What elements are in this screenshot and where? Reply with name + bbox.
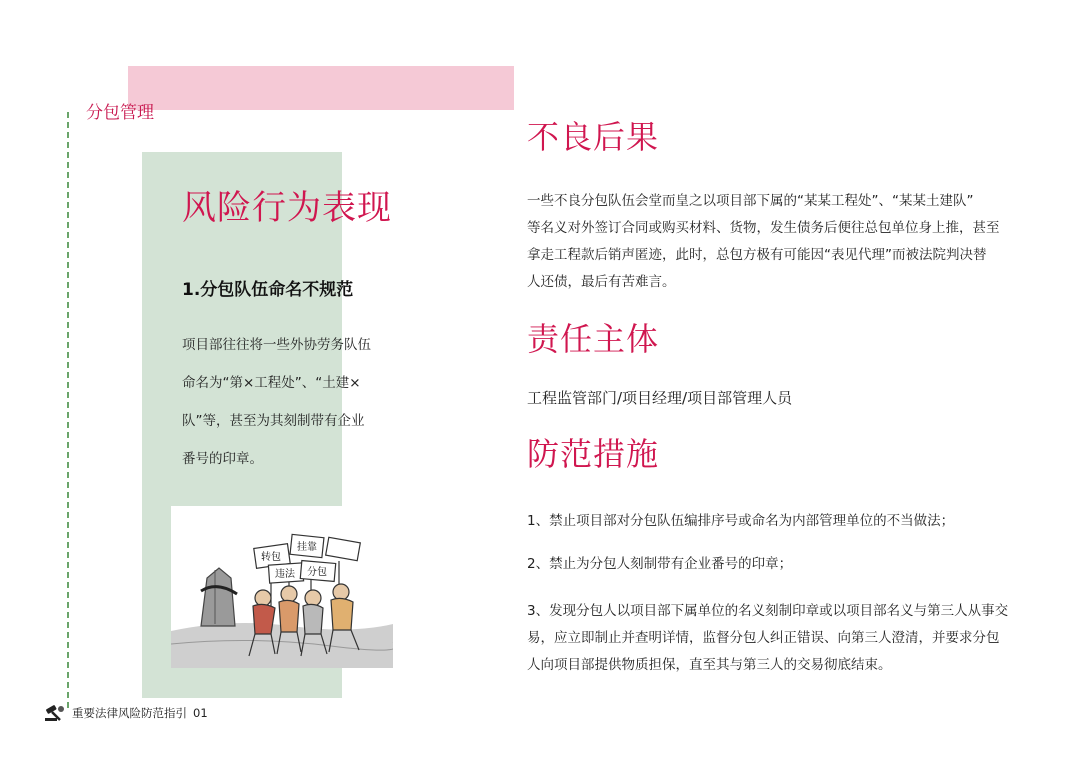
footer-text: 重要法律风险防范指引 xyxy=(72,706,187,720)
risk-behavior-body xyxy=(182,326,388,478)
measure-item: 1、禁止项目部对分包队伍编排序号或命名为内部管理单位的不当做法； xyxy=(527,513,955,529)
responsible-title: 责任主体 xyxy=(527,320,660,358)
consequences-title: 不良后果 xyxy=(527,118,660,156)
sign-label: 转包 xyxy=(261,552,281,563)
page-number: 01 xyxy=(193,706,208,720)
sign-label: 违法 xyxy=(275,569,295,580)
body-line: 易，应立即制止并查明详情，监督分包人纠正错误、向第三人澄清，并要求分包 xyxy=(527,630,1000,646)
measure-item: 2、禁止为分包人刻制带有企业番号的印章； xyxy=(527,556,793,572)
body-line: 命名为“第×工程处”、“土建× xyxy=(182,375,361,391)
sign-label: 分包 xyxy=(307,567,327,578)
body-line: 人向项目部提供物质担保，直至其与第三人的交易彻底结束。 xyxy=(527,657,892,673)
measure-item xyxy=(527,598,1007,679)
body-line: 等名义对外签订合同或购买材料、货物，发生债务后便往总包单位身上推，甚至 xyxy=(527,220,1000,236)
body-line: 人还债，最后有苦难言。 xyxy=(527,274,676,290)
section-tag: 分包管理 xyxy=(86,103,154,123)
risk-behavior-subtitle: 1.分包队伍命名不规范 xyxy=(182,280,354,300)
body-line: 拿走工程款后销声匿迹，此时，总包方极有可能因“表见代理”而被法院判决替 xyxy=(527,247,987,263)
risk-behavior-title: 风险行为表现 xyxy=(182,188,392,228)
body-line: 队”等，甚至为其刻制带有企业 xyxy=(182,413,365,429)
body-line: 3、发现分包人以项目部下属单位的名义刻制印章或以项目部名义与第三人从事交 xyxy=(527,603,1009,619)
page-footer xyxy=(44,703,208,723)
sign-label: 挂靠 xyxy=(297,542,317,553)
body-line: 番号的印章。 xyxy=(182,451,263,467)
consequences-body xyxy=(527,188,1007,296)
illustration-drawing xyxy=(171,506,393,668)
body-line: 一些不良分包队伍会堂而皇之以项目部下属的“某某工程处”、“某某土建队” xyxy=(527,193,974,209)
responsible-text: 工程监管部门/项目经理/项目部管理人员 xyxy=(527,389,793,407)
margin-dashed-line xyxy=(67,112,69,708)
measures-title: 防范措施 xyxy=(527,435,660,473)
protest-cartoon-illustration xyxy=(171,506,393,668)
gavel-logo-icon xyxy=(44,703,66,723)
body-line: 项目部往往将一些外协劳务队伍 xyxy=(182,337,371,353)
header-pink-band xyxy=(128,66,514,110)
